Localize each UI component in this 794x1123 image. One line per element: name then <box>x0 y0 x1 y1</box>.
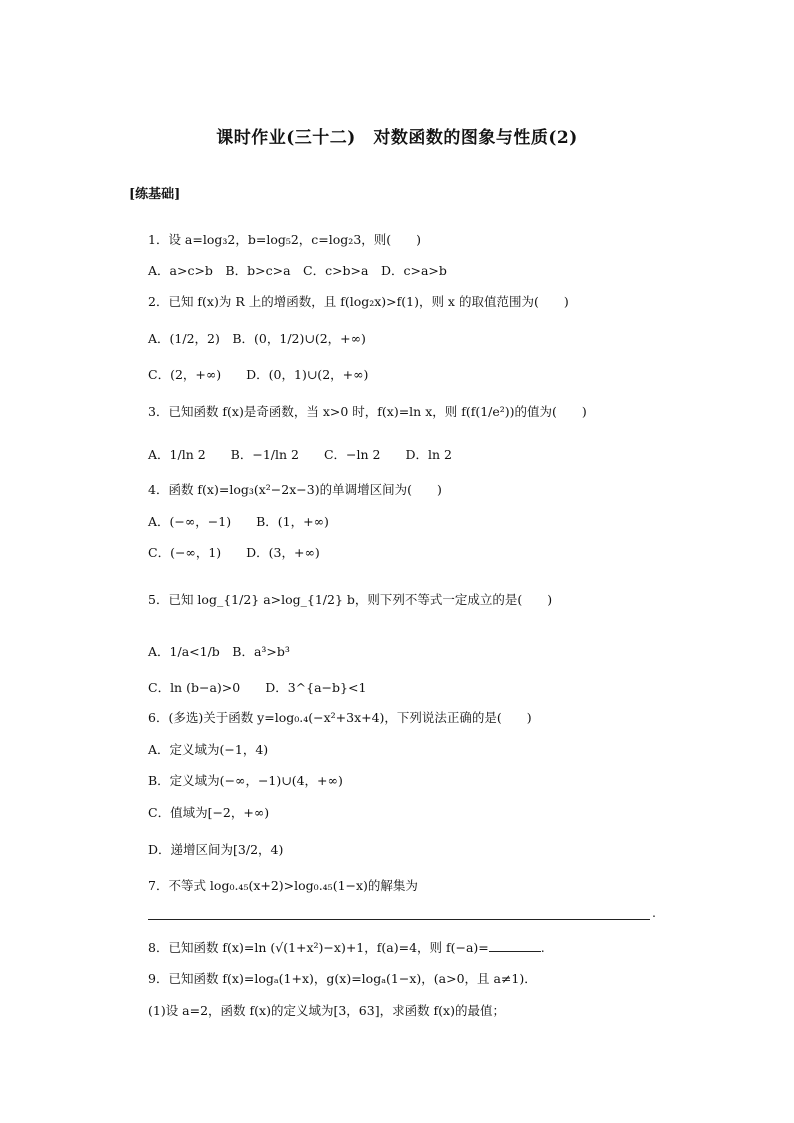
question-2-stem: 2．已知 f(x)为 R 上的增函数，且 f(log₂x)>f(1)，则 x 的取值范围为( ) <box>148 294 569 309</box>
question-2-options-cd: C．(2，+∞) D．(0，1)∪(2，+∞) <box>148 367 369 382</box>
question-5-options-ab: A．1/a<1/b B．a³>b³ <box>148 644 290 659</box>
question-1-options: A．a>c>b B．b>c>a C．c>b>a D．c>a>b <box>148 263 447 278</box>
question-8 <box>148 939 545 957</box>
question-6-option-c: C．值域为[−2，+∞) <box>148 805 270 820</box>
page-title: 课时作业(三十二) 对数函数的图象与性质(2) <box>216 128 578 148</box>
question-6-stem: 6．(多选)关于函数 y=log₀.₄(−x²+3x+4)，下列说法正确的是( ) <box>148 710 532 725</box>
question-6-option-b: B．定义域为(−∞，−1)∪(4，+∞) <box>148 773 343 788</box>
question-5-options-cd: C．ln (b−a)>0 D．3^{a−b}<1 <box>148 680 367 695</box>
question-8-end: . <box>540 940 545 955</box>
question-3-options: A．1/ln 2 B．−1/ln 2 C．−ln 2 D．ln 2 <box>148 447 452 462</box>
question-5-stem: 5．已知 log_{1/2} a>log_{1/2} b，则下列不等式一定成立的是( ) <box>148 592 553 607</box>
question-6-option-d: D．递增区间为[3/2，4) <box>148 842 284 857</box>
answer-blank-7 <box>148 919 650 920</box>
question-9-stem: 9．已知函数 f(x)=logₐ(1+x)，g(x)=logₐ(1−x)，(a>0，且 a≠1)． <box>148 971 537 986</box>
question-1-stem: 1．设 a=log₃2，b=log₅2，c=log₂3，则( ) <box>148 232 422 247</box>
question-6-option-a: A．定义域为(−1，4) <box>148 742 269 757</box>
question-4-options-cd: C．(−∞，1) D．(3，+∞) <box>148 545 320 560</box>
question-9-part-1: (1)设 a=2，函数 f(x)的定义域为[3，63]，求函数 f(x)的最值； <box>148 1003 505 1018</box>
question-4-stem: 4．函数 f(x)=log₃(x²−2x−3)的单调增区间为( ) <box>148 482 442 497</box>
question-2-options-ab: A．(1/2，2) B．(0，1/2)∪(2，+∞) <box>148 331 366 346</box>
answer-blank-8 <box>489 939 541 952</box>
question-8-stem: 8．已知函数 f(x)=ln (√(1+x²)−x)+1，f(a)=4，则 f(−a)= <box>148 940 489 955</box>
question-4-options-ab: A．(−∞，−1) B．(1，+∞) <box>148 514 329 529</box>
question-7-stem: 7．不等式 log₀.₄₅(x+2)>log₀.₄₅(1−x)的解集为 <box>148 878 418 893</box>
section-heading: [练基础] <box>129 187 181 202</box>
question-7-end: . <box>652 905 656 920</box>
question-3-stem: 3．已知函数 f(x)是奇函数，当 x>0 时，f(x)=ln x，则 f(f(1/e²))的值为( ) <box>148 404 587 419</box>
